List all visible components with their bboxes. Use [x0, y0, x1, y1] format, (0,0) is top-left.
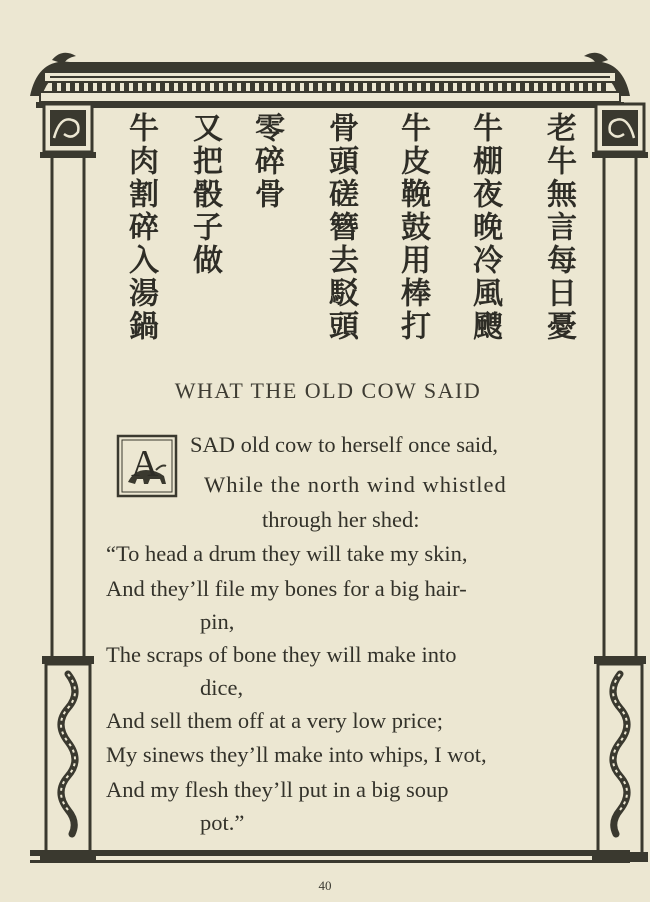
- roof-tile: [232, 83, 237, 92]
- right-dragon-pillar-icon: [592, 100, 648, 864]
- roof-tile: [106, 83, 111, 92]
- roof-tile: [484, 83, 489, 92]
- roof-tile: [331, 83, 336, 92]
- roof-tile: [511, 83, 516, 92]
- roof-tile: [601, 83, 606, 92]
- roof-tile: [151, 83, 156, 92]
- roof-tile: [196, 83, 201, 92]
- roof-tile: [502, 83, 507, 92]
- roof-tile: [457, 83, 462, 92]
- chinese-poem-column-3: 牛皮鞔鼓用棒打: [395, 112, 430, 343]
- roof-tile: [250, 83, 255, 92]
- roof-tile: [412, 83, 417, 92]
- poem-line-2: While the north wind whistled: [204, 472, 507, 497]
- roof-tile: [583, 83, 588, 92]
- roof-tile: [178, 83, 183, 92]
- roof-tile: [322, 83, 327, 92]
- roof-tile: [214, 83, 219, 92]
- pagoda-roof-icon: [30, 48, 630, 110]
- roof-tile: [259, 83, 264, 92]
- roof-tile: [466, 83, 471, 92]
- roof-tile: [493, 83, 498, 92]
- roof-tile: [124, 83, 129, 92]
- roof-tile: [547, 83, 552, 92]
- roof-tile: [277, 83, 282, 92]
- roof-tile: [520, 83, 525, 92]
- chinese-poem-column-7: 牛肉割碎入湯鍋: [123, 112, 158, 343]
- roof-tile: [421, 83, 426, 92]
- page-number: 40: [318, 878, 332, 893]
- roof-tile: [61, 83, 66, 92]
- roof-tile: [169, 83, 174, 92]
- roof-tile: [52, 83, 57, 92]
- cow-drop-cap-icon: [116, 434, 178, 498]
- roof-tile: [538, 83, 543, 92]
- roof-tile: [223, 83, 228, 92]
- roof-tile: [376, 83, 381, 92]
- frame-base: [30, 848, 630, 868]
- chinese-poem-column-4: 骨頭磋簪去駁頭: [323, 112, 358, 343]
- roof-tile: [79, 83, 84, 92]
- roof-tile: [286, 83, 291, 92]
- roof-tile: [304, 83, 309, 92]
- roof-tile: [430, 83, 435, 92]
- chinese-poem-column-6: 又把骰子做: [187, 112, 222, 277]
- chinese-poem-column-2: 牛棚夜晚冷風颼: [467, 112, 502, 343]
- roof-tile: [115, 83, 120, 92]
- poem-line-3: through her shed:: [262, 507, 420, 532]
- roof-tile: [529, 83, 534, 92]
- poem-line-5: And they’ll file my bones for a big hair-: [106, 576, 467, 601]
- roof-tile: [160, 83, 165, 92]
- roof-tile: [295, 83, 300, 92]
- roof-tile: [205, 83, 210, 92]
- poem-line-10: My sinews they’ll make into whips, I wot,: [106, 742, 487, 767]
- roof-tile: [133, 83, 138, 92]
- roof-tile: [268, 83, 273, 92]
- poem-line-7: The scraps of bone they will make into: [106, 642, 457, 667]
- roof-tile: [367, 83, 372, 92]
- chinese-poem-column-1: 老牛無言每日憂: [541, 112, 576, 343]
- roof-tile: [439, 83, 444, 92]
- roof-tile: [394, 83, 399, 92]
- drop-cap-letter: A: [131, 443, 159, 485]
- roof-tile: [403, 83, 408, 92]
- poem-line-8: dice,: [200, 675, 244, 700]
- roof-tile: [448, 83, 453, 92]
- poem-line-11: And my flesh they’ll put in a big soup: [106, 777, 449, 802]
- roof-tile: [70, 83, 75, 92]
- poem-line-9: And sell them off at a very low price;: [106, 708, 443, 733]
- poem-line-4: “To head a drum they will take my skin,: [106, 541, 468, 566]
- poem-line-6: pin,: [200, 609, 235, 634]
- chinese-poem-column-5: 零碎骨: [249, 112, 284, 211]
- roof-tile: [556, 83, 561, 92]
- roof-tile: [88, 83, 93, 92]
- roof-tile: [574, 83, 579, 92]
- roof-tile: [592, 83, 597, 92]
- roof-tile: [385, 83, 390, 92]
- poem-line-1: SAD old cow to herself once said,: [190, 432, 499, 457]
- roof-tile: [313, 83, 318, 92]
- roof-tile: [142, 83, 147, 92]
- roof-tile: [475, 83, 480, 92]
- roof-tile: [340, 83, 345, 92]
- roof-tile: [97, 83, 102, 92]
- left-dragon-pillar-icon: [40, 100, 96, 864]
- roof-tile: [349, 83, 354, 92]
- roof-tile: [187, 83, 192, 92]
- poem-line-12: pot.”: [200, 810, 245, 835]
- roof-tile: [565, 83, 570, 92]
- roof-tile: [358, 83, 363, 92]
- roof-tile: [241, 83, 246, 92]
- poem-title: WHAT THE OLD COW SAID: [174, 378, 482, 403]
